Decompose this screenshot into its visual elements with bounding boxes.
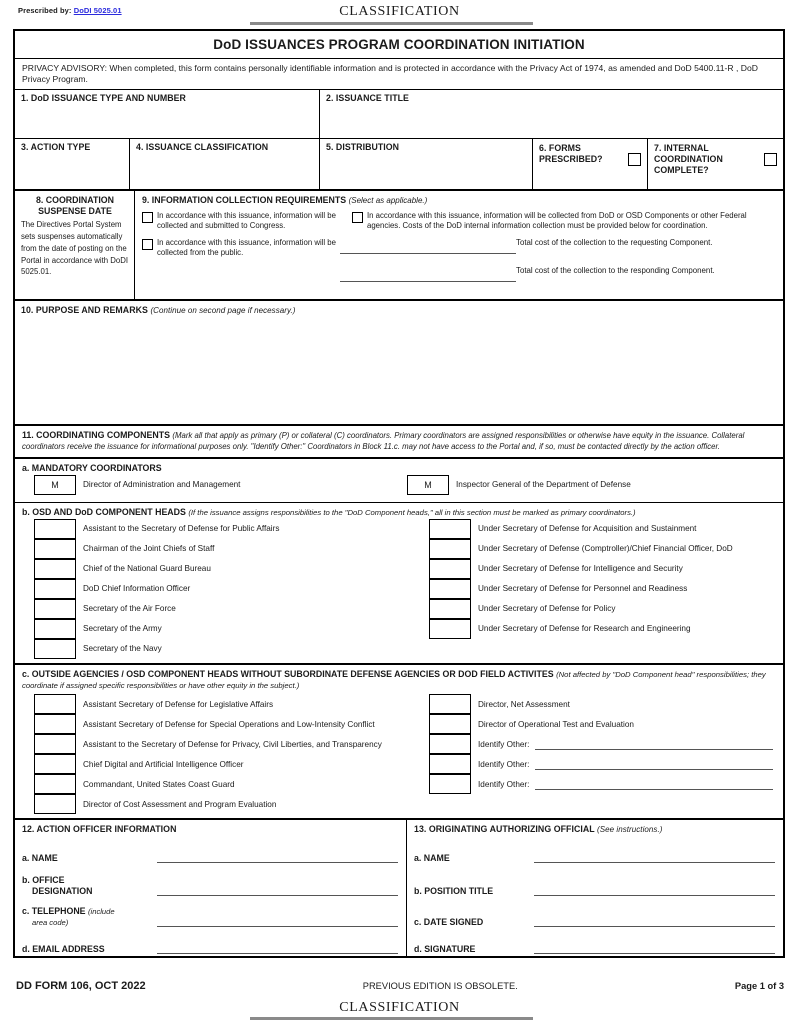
component-head-name: Secretary of the Air Force [83,604,176,614]
component-head-row[interactable] [407,599,783,619]
mandatory-coordinator-name-2: Inspector General of the Department of Defense [456,480,631,490]
identify-other-label: Identify Other: [478,779,530,789]
component-head-row[interactable] [407,579,783,599]
cost-requesting-input[interactable] [340,253,516,254]
component-head-checkbox[interactable] [34,599,76,619]
block-6-forms-prescribed[interactable] [533,139,648,189]
component-head-name: Chief of the National Guard Bureau [83,564,211,574]
mandatory-coordinator-row-2[interactable] [407,475,783,495]
identify-other-input[interactable] [535,738,773,750]
block-3-action-type[interactable] [15,139,130,189]
outside-agency-name: Assistant Secretary of Defense for Special Operations and Low-Intensity Conflict [83,719,375,729]
block-6-checkbox[interactable] [628,153,641,166]
block-12-email-input[interactable] [157,953,398,954]
component-head-name: Under Secretary of Defense for Personnel and Readiness [478,584,688,594]
checkbox-collect-public-icon[interactable] [142,239,153,250]
block-10-label-text: 10. PURPOSE AND REMARKS [21,305,148,315]
block-9-option-congress[interactable] [142,211,352,230]
cost-responding-input[interactable] [340,281,516,282]
block-1-value [15,103,319,106]
page-number: Page 1 of 3 [734,981,784,991]
checkbox-collect-congress-icon[interactable] [142,212,153,223]
block-12-office-label-line1: b. OFFICE [22,874,65,885]
block-12-email-row[interactable] [15,929,406,956]
block-2-value [320,103,783,106]
block-9-label-text: 9. INFORMATION COLLECTION REQUIREMENTS [142,195,347,205]
component-head-name: Under Secretary of Defense for Intelligence and Security [478,564,683,574]
component-head-checkbox[interactable] [34,539,76,559]
classification-footer: CLASSIFICATION [339,1000,460,1015]
identify-other-row[interactable] [407,774,783,794]
identify-other-row[interactable] [407,734,783,754]
block-12-action-officer [15,820,407,956]
outside-agency-row[interactable] [407,714,783,734]
block-12-label: 12. ACTION OFFICER INFORMATION [22,824,177,835]
identify-other-label: Identify Other: [478,759,530,769]
component-head-row[interactable] [407,519,783,539]
block-9-option-congress-label: In accordance with this issuance, information will be collected and submitted to Congress. [157,211,336,230]
block-10-purpose-remarks[interactable] [15,301,783,426]
block-11b-label-italic: (If the issuance assigns responsibilities to the "DoD Component heads," all in this section must be marked as primary coordinators.) [188,507,636,517]
block-11c-label-italic: (Not affected by "DoD Component head" responsibilities; they coordinate if assigned specific responsibilities or have other equity in the subject.) [22,669,766,691]
component-head-checkbox[interactable] [429,519,471,539]
component-head-row-empty [407,639,783,659]
block-11a-label: a. MANDATORY COORDINATORS [22,462,162,473]
component-head-row[interactable] [407,559,783,579]
component-head-checkbox[interactable] [34,579,76,599]
block-12-telephone-input[interactable] [157,926,398,927]
component-head-name: Under Secretary of Defense for Policy [478,604,616,614]
block-13-label-text: 13. ORIGINATING AUTHORIZING OFFICIAL [414,824,595,835]
block-13-position-title-input[interactable] [534,895,775,896]
component-head-row[interactable] [15,559,407,579]
outside-agency-row[interactable] [15,794,407,814]
block-2-label: 2. ISSUANCE TITLE [326,93,409,103]
block-13-name-label: a. NAME [414,852,450,863]
outside-agency-checkbox[interactable] [34,714,76,734]
prescribed-by-label: Prescribed by: [18,6,74,15]
identify-other-label: Identify Other: [478,739,530,749]
outside-agency-row[interactable] [15,774,407,794]
block-13-originating-official [407,820,783,956]
block-9-option-public-label: In accordance with this issuance, information will be collected from the public. [157,238,336,257]
component-head-row[interactable] [15,579,407,599]
component-head-row[interactable] [15,599,407,619]
block-8-body-text: The Directives Portal System sets suspenses automatically from the date of posting on the Portal in accordance with DoDI 5025.01. [21,219,129,277]
component-head-checkbox[interactable] [34,639,76,659]
component-head-name: Under Secretary of Defense for Acquisition and Sustainment [478,524,697,534]
component-head-row[interactable] [15,619,407,639]
block-12-office-designation-row[interactable] [15,865,406,898]
block-5-value [320,152,532,155]
block-2-issuance-title[interactable] [320,90,783,138]
block-11b-label [15,503,783,519]
outside-agency-row[interactable] [15,714,407,734]
outside-agency-name: Director of Cost Assessment and Program Evaluation [83,799,277,809]
component-head-name: Under Secretary of Defense for Research and Engineering [478,624,691,634]
block-11-label-italic: (Mark all that apply as primary (P) or collateral (C) coordinators. Primary coordinators are assigned responsibilities or otherwise have equity in the issuance. Collateral coordinators receive the issuance for informational purposes only. "Identify Other:" Coordinators in Block 11.c. may not have access to the Portal and, if so, must be contacted directly by the action officer. [22,431,745,452]
block-12-name-label: a. NAME [22,852,58,863]
component-head-checkbox[interactable] [34,519,76,539]
block-7-checkbox[interactable] [764,153,777,166]
block-4-value [130,152,319,155]
outside-agency-checkbox[interactable] [429,714,471,734]
identify-other-input[interactable] [535,778,773,790]
outside-agency-name: Assistant Secretary of Defense for Legislative Affairs [83,699,274,709]
mandatory-coordinator-mark-1[interactable]: M [34,475,76,495]
component-head-checkbox[interactable] [429,559,471,579]
outside-agency-row[interactable] [15,734,407,754]
block-12-office-label-line2: DESIGNATION [32,885,93,896]
block-13-label-italic: (See instructions.) [597,825,663,835]
component-head-checkbox[interactable] [429,539,471,559]
component-head-name: Chairman of the Joint Chiefs of Staff [83,544,215,554]
identify-other-input[interactable] [535,758,773,770]
block-9-information-collection [135,191,783,299]
block-9-label-italic: (Select as applicable.) [348,196,428,205]
checkbox-collect-components-icon[interactable] [352,212,363,223]
outside-agency-checkbox[interactable] [34,774,76,794]
component-head-name: DoD Chief Information Officer [83,584,191,594]
block-11c-list [15,694,783,820]
block-11b-label-text: b. OSD AND DoD COMPONENT HEADS [22,506,186,517]
identify-other-checkbox[interactable] [429,754,471,774]
block-12-name-row[interactable] [15,838,406,865]
block-11-coordinating-components-header [15,426,783,459]
outside-agency-row-empty [407,794,783,814]
component-head-checkbox[interactable] [34,559,76,579]
block-7-label: 7. INTERNAL COORDINATION COMPLETE? [654,143,723,175]
component-head-row[interactable] [407,539,783,559]
block-5-distribution[interactable] [320,139,533,189]
block-13-signature-label: d. SIGNATURE [414,943,476,954]
block-6-label: 6. FORMS PRESCRIBED? [539,143,603,164]
block-13-date-signed-row[interactable] [407,898,783,929]
cost-responding-label: Total cost of the collection to the responding Component. [516,266,715,275]
block-13-position-title-label: b. POSITION TITLE [414,885,494,896]
component-head-row[interactable] [15,519,407,539]
block-9-label [142,195,777,205]
classification-footer-rule [250,1017,533,1020]
block-1-label: 1. DoD ISSUANCE TYPE AND NUMBER [21,93,186,103]
mandatory-coordinator-mark-2[interactable]: M [407,475,449,495]
block-12-telephone-label-line2: area code) [32,917,69,927]
component-head-row[interactable] [407,619,783,639]
identify-other-checkbox[interactable] [429,734,471,754]
block-12-office-designation-label [15,875,157,898]
outside-agency-checkbox[interactable] [34,694,76,714]
form-title: DoD ISSUANCES PROGRAM COORDINATION INITIATION [15,31,783,59]
dodi-5025-link[interactable]: DoDI 5025.01 [73,6,122,15]
outside-agency-checkbox[interactable] [429,694,471,714]
mandatory-coordinator-name-1: Director of Administration and Management [83,480,241,490]
block-13-signature-input[interactable] [534,953,775,954]
component-head-checkbox[interactable] [429,599,471,619]
block-4-label: 4. ISSUANCE CLASSIFICATION [136,142,269,152]
block-9-option-components[interactable] [352,211,777,230]
block-1-issuance-type-number[interactable] [15,90,320,138]
block-13-label [407,820,783,838]
classification-header-rule [250,22,533,25]
block-8-label-line1: 8. COORDINATION [35,195,115,205]
block-12-office-designation-input[interactable] [157,895,398,896]
block-11-label: 11. COORDINATING COMPONENTS [22,430,170,440]
form-identifier: DD FORM 106, OCT 2022 [16,980,146,992]
component-head-checkbox[interactable] [429,579,471,599]
block-12-telephone-label-italic: (include [88,906,115,916]
outside-agency-checkbox[interactable] [34,734,76,754]
mandatory-coordinator-row-1[interactable] [15,475,407,495]
block-3-label: 3. ACTION TYPE [21,142,91,152]
block-11b-list [15,519,783,665]
outside-agency-row[interactable] [15,694,407,714]
block-13-signature-row[interactable] [407,929,783,956]
block-9-option-public[interactable] [142,238,352,257]
block-12-name-input[interactable] [157,862,398,863]
outside-agency-name: Commandant, United States Coast Guard [83,779,235,789]
identify-other-row[interactable] [407,754,783,774]
privacy-advisory: PRIVACY ADVISORY: When completed, this form contains personally identifiable information and is protected in accordance with the Privacy Act of 1974, as amended and DoD 5400.11-R , DoD Privacy Program. [15,59,783,90]
block-12-telephone-label [15,906,157,929]
cost-requesting-label: Total cost of the collection to the requesting Component. [516,238,713,247]
outside-agency-name: Assistant to the Secretary of Defense for Privacy, Civil Liberties, and Transparency [83,739,382,749]
block-8-label-line2: SUSPENSE DATE [38,205,112,216]
identify-other-checkbox[interactable] [429,774,471,794]
component-head-checkbox[interactable] [34,619,76,639]
block-10-label [21,305,777,315]
component-head-name: Under Secretary of Defense (Comptroller)/Chief Financial Officer, DoD [478,544,733,554]
block-13-name-input[interactable] [534,862,775,863]
component-head-name: Secretary of the Army [83,624,162,634]
outside-agency-checkbox[interactable] [34,794,76,814]
block-4-issuance-classification[interactable] [130,139,320,189]
block-13-date-signed-input[interactable] [534,926,775,927]
previous-edition-notice: PREVIOUS EDITION IS OBSOLETE. [362,981,518,991]
block-8-coordination-suspense-date [15,191,135,299]
block-10-label-italic: (Continue on second page if necessary.) [150,306,296,315]
block-13-name-row[interactable] [407,838,783,865]
outside-agency-row[interactable] [407,694,783,714]
outside-agency-name: Director of Operational Test and Evaluation [478,719,634,729]
component-head-row[interactable] [15,639,407,659]
outside-agency-row[interactable] [15,754,407,774]
block-12-telephone-row[interactable] [15,898,406,929]
block-7-internal-coordination[interactable] [648,139,783,189]
component-head-row[interactable] [15,539,407,559]
outside-agency-name: Director, Net Assessment [478,699,570,709]
classification-header: CLASSIFICATION [339,4,460,19]
block-3-value [15,152,129,155]
outside-agency-name: Chief Digital and Artificial Intelligence Officer [83,759,244,769]
component-head-name: Secretary of the Navy [83,644,162,654]
block-13-position-title-row[interactable] [407,865,783,898]
block-12-email-label: d. EMAIL ADDRESS [22,943,105,954]
form-footer [16,980,784,992]
component-head-checkbox[interactable] [429,619,471,639]
block-13-date-signed-label: c. DATE SIGNED [414,916,484,927]
component-head-name: Assistant to the Secretary of Defense for Public Affairs [83,524,280,534]
block-12-telephone-label-text: c. TELEPHONE [22,905,86,916]
block-5-label: 5. DISTRIBUTION [326,142,400,152]
block-11c-label [15,665,783,694]
form-body [13,29,785,958]
outside-agency-checkbox[interactable] [34,754,76,774]
block-11c-label-text: c. OUTSIDE AGENCIES / OSD COMPONENT HEADS WITHOUT SUBORDINATE DEFENSE AGENCIES OR DOD FIELD ACTIVITES [22,668,554,679]
block-9-option-components-label: In accordance with this issuance, information will be collected from DoD or OSD Components or other Federal agencies. Costs of the DoD internal information collection must be provided below for coordination. [367,211,747,230]
